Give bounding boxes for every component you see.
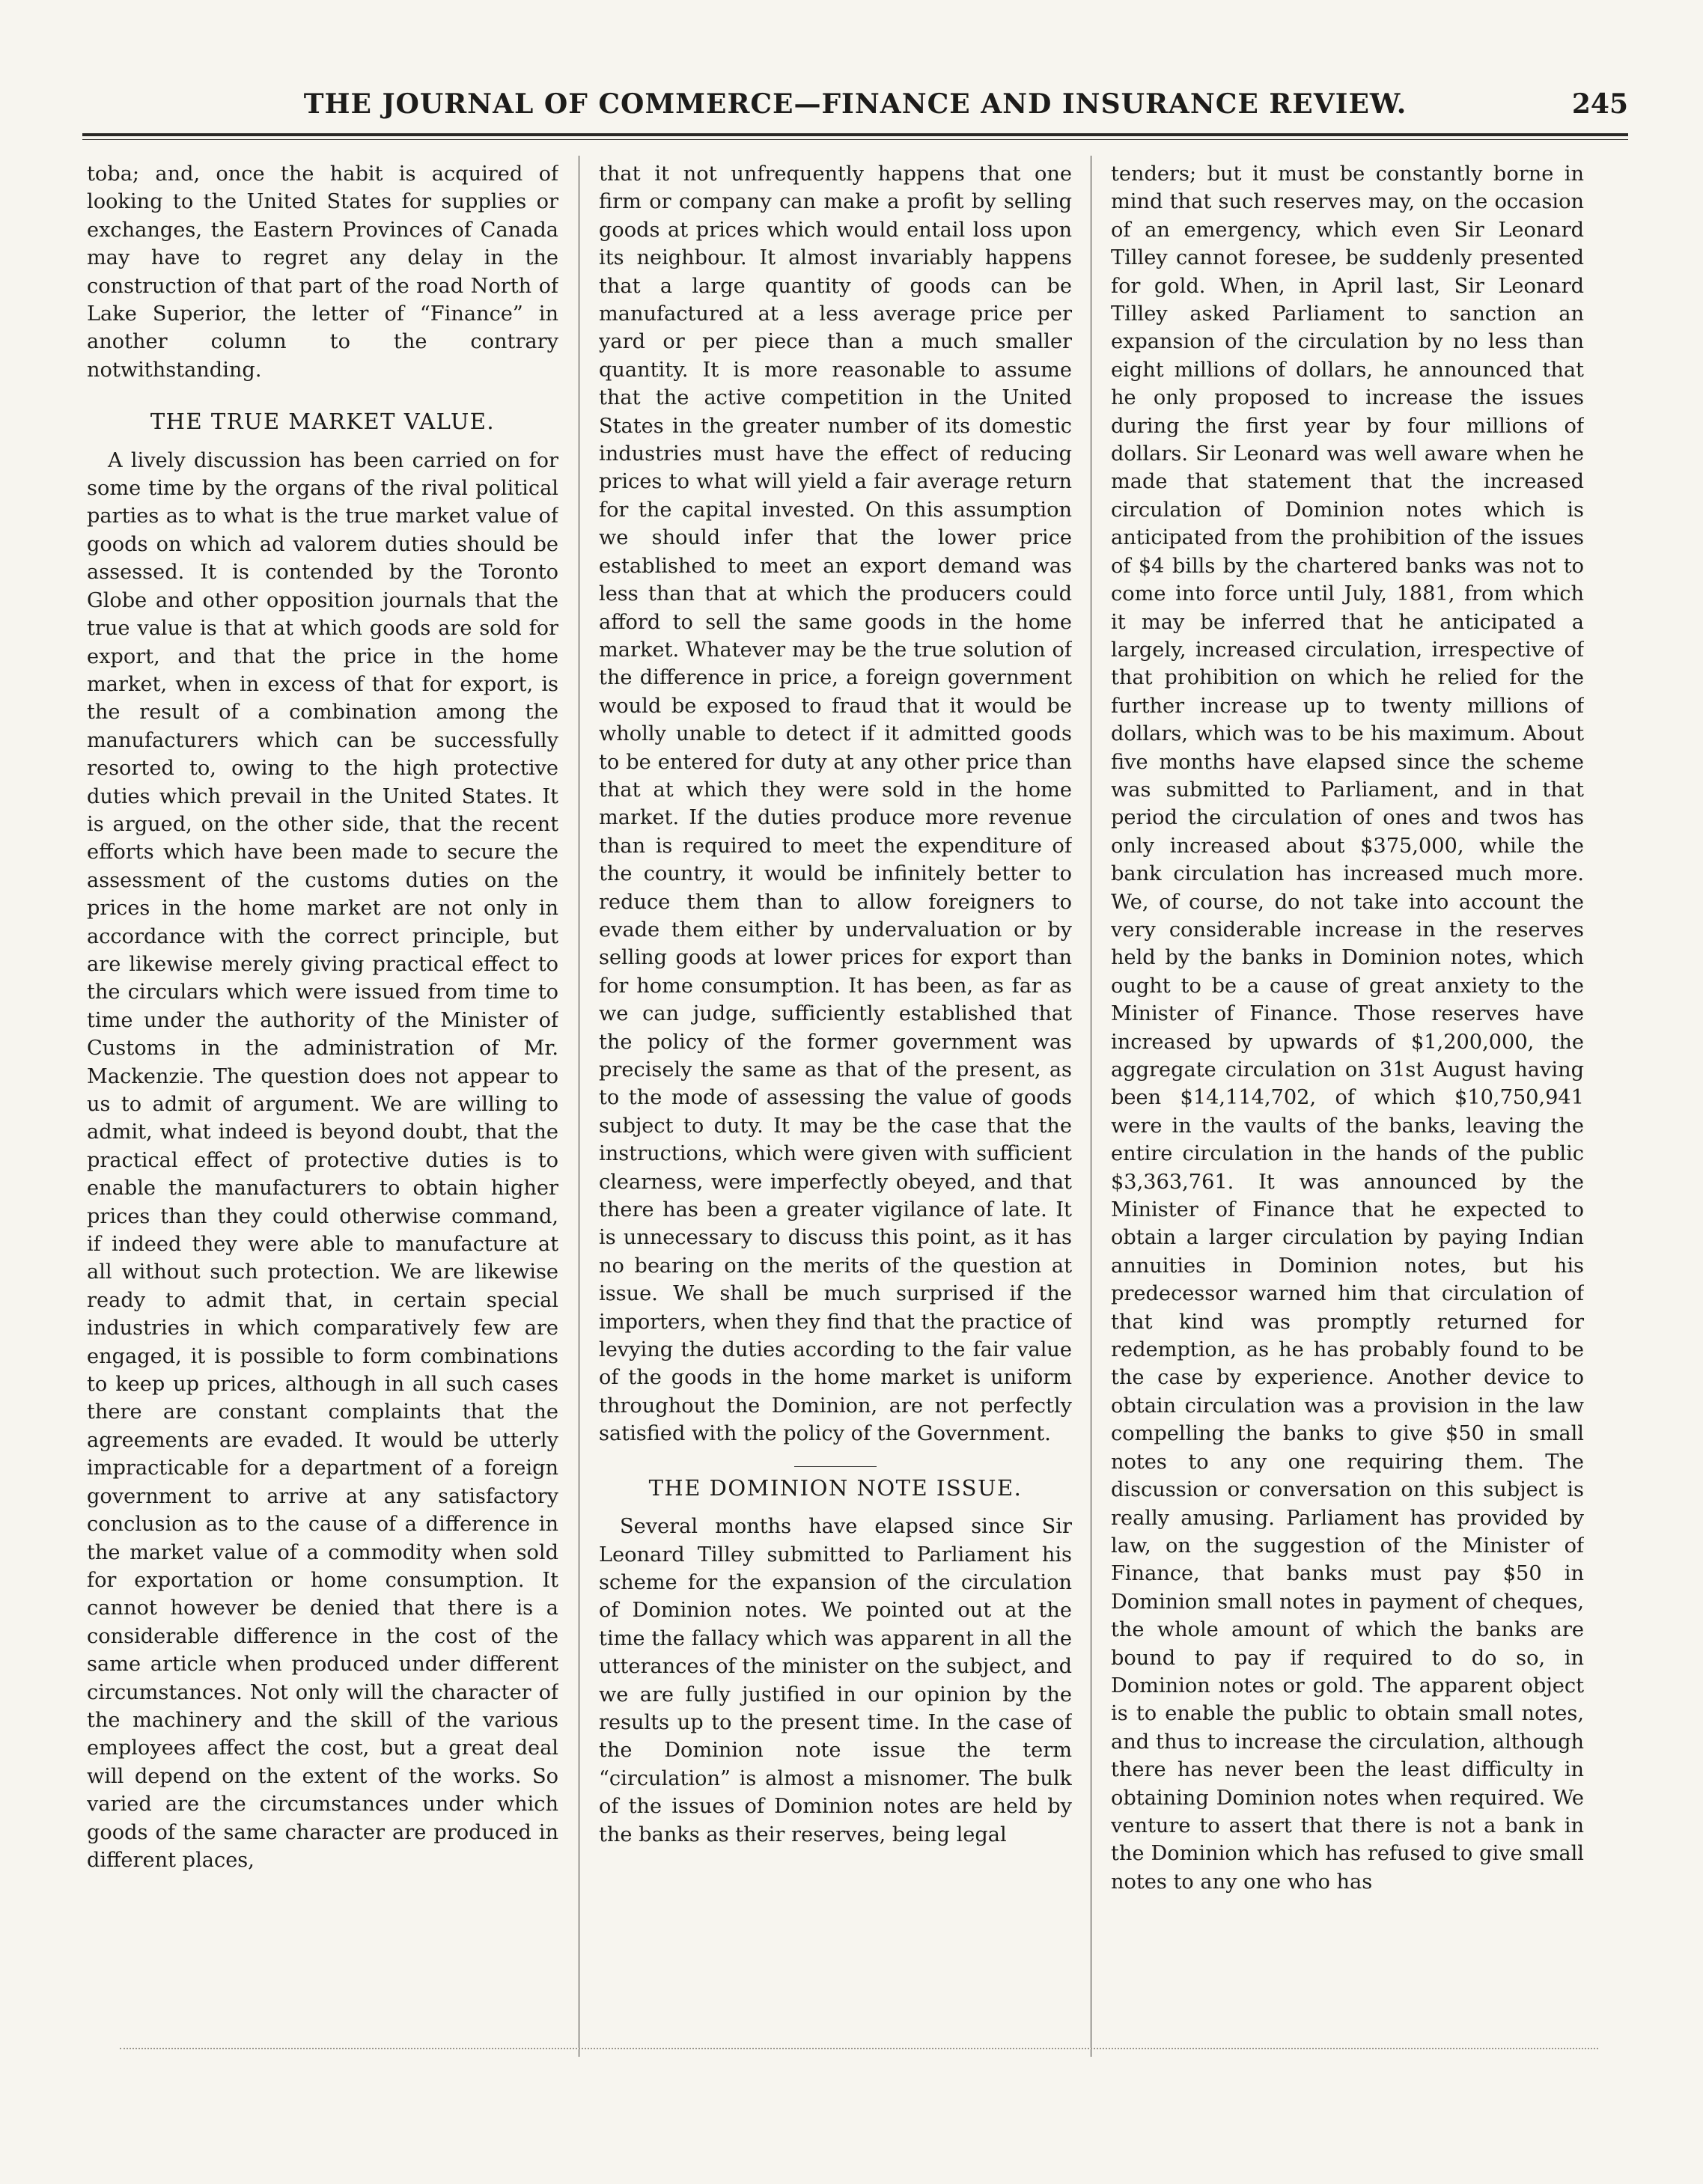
- article-heading-dominion-note-issue: THE DOMINION NOTE ISSUE.: [648, 1474, 1023, 1501]
- bottom-edge-print-noise: [120, 2048, 1598, 2054]
- column-1: [87, 160, 558, 2049]
- page-header: [82, 88, 1628, 133]
- header-rule-thin: [82, 139, 1628, 140]
- column-1-intro-paragraph: toba; and, once the habit is acquired of looking to the United States for supplies or exchanges, the Eastern Provinces of Canada may have to regret any delay in the construction of that part of the road North of Lake Superior, the letter of “Finance” in another column to the contrary notwithstanding.: [87, 162, 558, 382]
- header-rule-thick: [82, 133, 1628, 136]
- page-number: 245: [1571, 88, 1628, 120]
- article-body-dominion-note-issue-continued: tenders; but it must be constantly borne in mind that such reserves may, on the occasion of an emergency, which even Sir Leonard Tilley cannot foresee, be suddenly presented for gold. When, in April last, Sir Leonard Tilley asked Parliament to sanction an expansion of the circulation by no less than eight millions of dollars, he announced that he only proposed to increase the issues during the first year by four millions of dollars. Sir Leonard was well aware when he made that statement that the increased circulation of Dominion notes which is anticipated from the prohibition of the issues of $4 bills by the chartered banks was not to come into force until July, 1881, from which it may be inferred that he anticipated a largely, increased circulation, irrespective of that prohibition on which he relied for the further increase up to twenty millions of dollars, which was to be his maximum. About five months have elapsed since the scheme was submitted to Parliament, and in that period the circulation of ones and twos has only increased about $375,000, while the bank circulation has increased much more. We, of course, do not take into account the very considerable increase in the reserves held by the banks in Dominion notes, which ought to be a cause of great anxiety to the Minister of Finance. Those reserves have increased by upwards of $1,200,000, the aggregate circulation on 31st August having been $14,114,702, of which $10,750,941 were in the vaults of the banks, leaving the entire circulation in the hands of the public $3,363,761. It was announced by the Minister of Finance that he expected to obtain a larger circulation by paying Indian annuities in Dominion notes, but his predecessor warned him that circulation of that kind was promptly returned for redemption, as he has probably found to be the case by experience. Another device to obtain circulation was a provision in the law compelling the banks to give $50 in small notes to any one requiring them. The discussion or conversation on this subject is really amusing. Parliament has provided by law, on the suggestion of the Minister of Finance, that banks must pay $50 in Dominion small notes in payment of cheques, the whole amount of which the banks are bound to pay if required to do so, in Dominion notes or gold. The apparent object is to enable the public to obtain small notes, and thus to increase the circulation, although there has never been the least difficulty in obtaining Dominion notes when required. We venture to assert that there is not a bank in the Dominion which has refused to give small notes to any one who has: [1111, 162, 1584, 1894]
- journal-title: THE JOURNAL OF COMMERCE—FINANCE AND INSURANCE REVIEW.: [303, 88, 1407, 120]
- column-2: [599, 160, 1072, 2049]
- article-body-true-market-value-continued: that it not unfrequently happens that one firm or company can make a profit by selling goods at prices which would entail loss upon its neighbour. It almost invariably happens that a large quantity of goods can be manufactured at a less average price per yard or per piece than a much smaller quantity. It is more reasonable to assume that the active competition in the United States in the greater number of its domestic industries must have the effect of reducing prices to what will yield a fair average return for the capital invested. On this assumption we should infer that the lower price established to meet an export demand was less than that at which the producers could afford to sell the same goods in the home market. Whatever may be the true solution of the difference in price, a foreign government would be exposed to fraud that it would be wholly unable to detect if it admitted goods to be entered for duty at any other price than that at which they were sold in the home market. If the duties produce more revenue than is required to meet the expenditure of the country, it would be infinitely better to reduce them than to allow foreigners to evade them either by undervaluation or by selling goods at lower prices for export than for home consumption. It has been, as far as we can judge, sufficiently established that the policy of the former government was precisely the same as that of the present, as to the mode of assessing the value of goods subject to duty. It may be the case that the instructions, which were given with sufficient clearness, were imperfectly obeyed, and that there has been a greater vigilance of late. It is unnecessary to discuss this point, as it has no bearing on the merits of the question at issue. We shall be much surprised if the importers, when they find that the practice of levying the duties according to the fair value of the goods in the home market is uniform throughout the Dominion, are not perfectly satisfied with the policy of the Government.: [599, 162, 1072, 1446]
- article-body-true-market-value: A lively discussion has been carried on for some time by the organs of the rival political parties as to what is the true market value of goods on which ad valorem duties should be assessed. It is contended by the Toronto Globe and other opposition journals that the true value is that at which goods are sold for export, and that the price in the home market, when in excess of that for export, is the result of a combination among the manufacturers which can be successfully resorted to, owing to the high protective duties which prevail in the United States. It is argued, on the other side, that the recent efforts which have been made to secure the assessment of the customs duties on the prices in the home market are not only in accordance with the correct principle, but are likewise merely giving practical effect to the circulars which were issued from time to time under the authority of the Minister of Customs in the administration of Mr. Mackenzie. The question does not appear to us to admit of argument. We are willing to admit, what indeed is beyond doubt, that the practical effect of protective duties is to enable the manufacturers to obtain higher prices than they could otherwise command, if indeed they were able to manufacture at all without such protection. We are likewise ready to admit that, in certain special industries in which comparatively few are engaged, it is possible to form combinations to keep up prices, although in all such cases there are constant complaints that the agreements are evaded. It would be utterly impracticable for a department of a foreign government to arrive at any satisfactory conclusion as to the cause of a difference in the market value of a commodity when sold for exportation or home consumption. It cannot however be denied that there is a considerable difference in the cost of the same article when produced under different circumstances. Not only will the character of the machinery and the skill of the various employees affect the cost, but a great deal will depend on the extent of the works. So varied are the circumstances under which goods of the same character are produced in different places,: [87, 448, 558, 1872]
- article-separator: [794, 1466, 877, 1467]
- article-body-dominion-note-issue: Several months have elapsed since Sir Leonard Tilley submitted to Parliament his scheme for the expansion of the circulation of Dominion notes. We pointed out at the time the fallacy which was apparent in all the utterances of the minister on the subject, and we are fully justified in our opinion by the results up to the present time. In the case of the Dominion note issue the term “circulation” is almost a misnomer. The bulk of the issues of Dominion notes are held by the banks as their reserves, being legal: [599, 1515, 1072, 1846]
- article-heading-true-market-value: THE TRUE MARKET VALUE.: [150, 409, 496, 435]
- column-3: [1111, 160, 1584, 2049]
